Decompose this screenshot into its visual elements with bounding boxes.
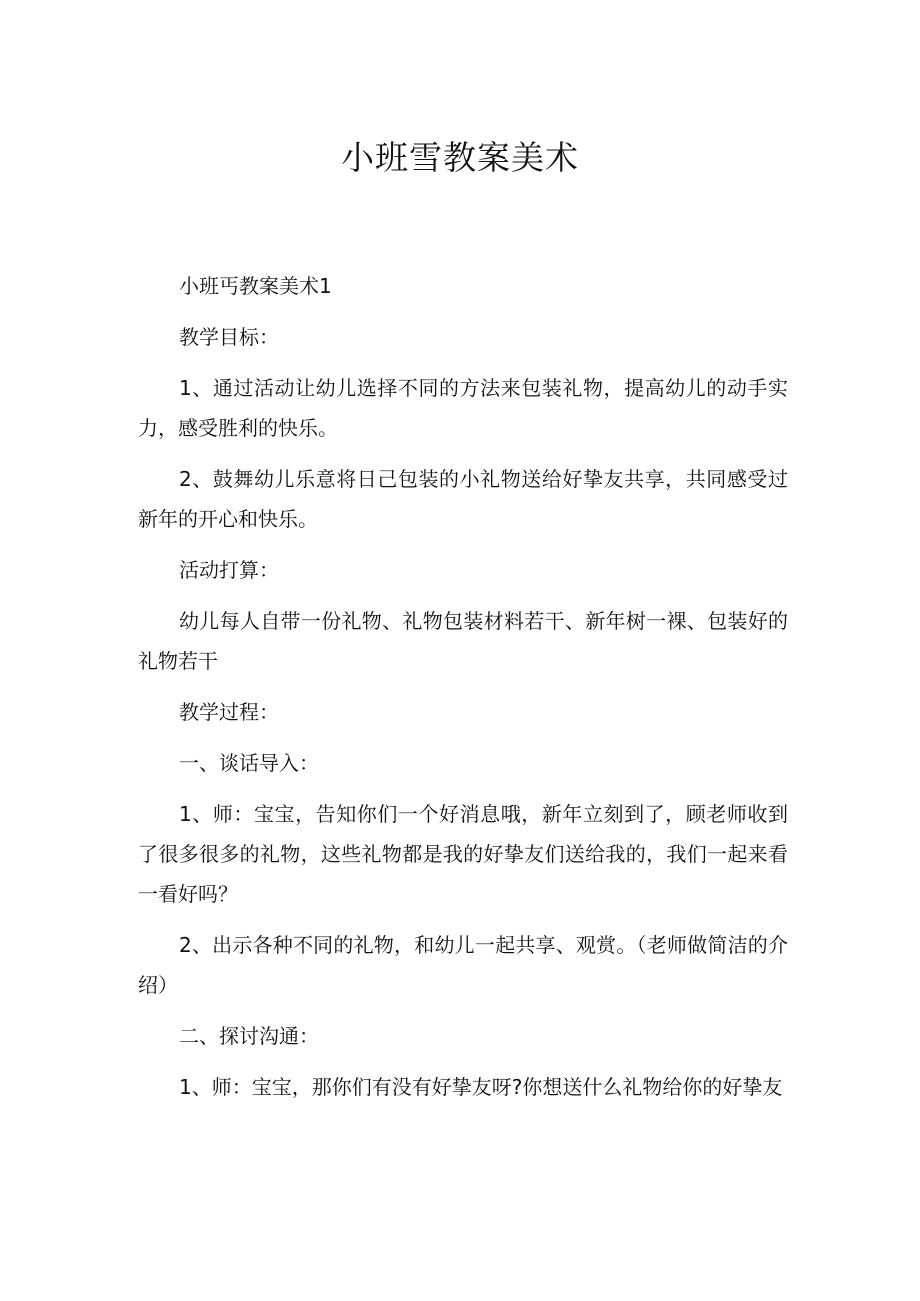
heading-objectives: 教学目标：: [179, 325, 279, 349]
heading-section-1: 一、谈话导入：: [179, 751, 319, 775]
paragraph-objective-1: 1、通过活动让幼儿选择不同的方法来包装礼物，提高幼儿的动手实力，感受胜利的快乐。: [138, 376, 788, 440]
heading-lesson: 小班丐教案美术1: [179, 274, 332, 298]
paragraph-preparation: 幼儿每人自带一份礼物、礼物包装材料若干、新年树一裸、包装好的礼物若干: [138, 609, 788, 673]
paragraph-step-1-1: 1、师：宝宝，告知你们一个好消息哦，新年立刻到了，顾老师收到了很多很多的礼物，这些礼物都是我的好挚友们送给我的，我们一起来看一看好吗？: [138, 802, 788, 906]
paragraph-objective-2: 2、鼓舞幼儿乐意将日己包装的小礼物送给好挚友共享，共同感受过新年的开心和快乐。: [138, 467, 788, 531]
heading-process: 教学过程：: [179, 700, 279, 724]
paragraph-step-2-1: 1、师：宝宝，那你们有没有好挚友呀?你想送什么礼物给你的好挚友: [179, 1075, 783, 1099]
document-body: [138, 266, 788, 1118]
heading-section-2: 二、探讨沟通：: [179, 1024, 319, 1048]
heading-preparation: 活动打算：: [179, 558, 279, 582]
document-title: 小班雪教案美术: [341, 138, 579, 177]
paragraph-step-1-2: 2、出示各种不同的礼物，和幼儿一起共享、观赏。（老师做简洁的介绍）: [138, 933, 788, 997]
